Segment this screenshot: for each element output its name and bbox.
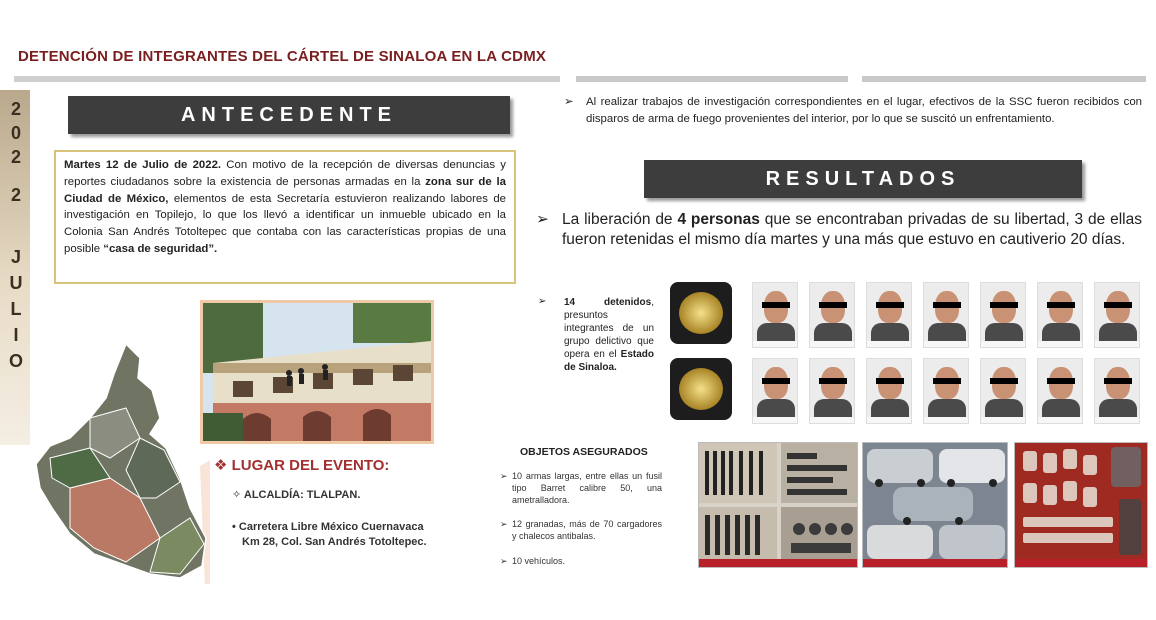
lugar-direccion-2: Km 28, Col. San Andrés Totoltepec. <box>242 536 427 548</box>
objetos-item-text: 10 armas largas, entre ellas un fusil tipo Barret calibre 50, una ametralladora. <box>512 471 662 505</box>
antecedente-zona: zona sur de la Ciudad de México, <box>64 175 506 205</box>
building-image <box>203 303 431 441</box>
arrow-icon: ➢ <box>564 96 574 108</box>
arrow-icon: ➢ <box>538 296 547 307</box>
antecedente-text <box>54 150 516 284</box>
objetos-item-text: 12 granadas, más de 70 cargadores y chalecos antibalas. <box>512 519 662 541</box>
liberacion-bullet <box>536 210 1142 250</box>
arrow-icon: ➢ <box>500 556 508 566</box>
investigacion-text: Al realizar trabajos de investigación correspondientes en el lugar, efectivos de la SSC fueron recibidos con disparos de arma de fuego provenientes del interior, por lo que se suscitó un enfrentamiento. <box>586 96 1142 125</box>
small-diamond-icon: ✧ <box>232 489 242 501</box>
header-rule <box>576 76 848 82</box>
lugar-heading-text: LUGAR DEL EVENTO: <box>231 457 390 474</box>
badge-emblem <box>679 292 723 334</box>
lugar-alcaldia <box>232 488 360 503</box>
month-char: I <box>13 325 19 345</box>
detainee-photo <box>752 358 798 424</box>
detainee-photo <box>1037 282 1083 348</box>
investigacion-bullet <box>564 94 1142 128</box>
objetos-heading: OBJETOS ASEGURADOS <box>520 446 648 458</box>
lugar-direccion-1: Carretera Libre México Cuernavaca <box>238 521 424 533</box>
diamond-icon: ❖ <box>214 457 228 474</box>
vehicles-photo <box>862 442 1008 568</box>
objetos-item <box>500 555 662 567</box>
detainee-photo <box>809 358 855 424</box>
liberacion-text-1: La liberación de <box>562 211 678 228</box>
year-char: 2 <box>10 99 21 119</box>
evidence-caption-bar <box>1015 559 1147 567</box>
lugar-heading <box>214 456 389 474</box>
vehicles-image <box>863 443 1008 568</box>
page-title: DETENCIÓN DE INTEGRANTES DEL CÁRTEL DE SINALOA EN LA CDMX <box>18 48 547 65</box>
detenidos-text <box>564 296 654 374</box>
objetos-item <box>500 518 662 542</box>
arrow-icon: ➢ <box>500 471 508 481</box>
detainee-photo <box>1094 358 1140 424</box>
arrow-icon: ➢ <box>500 519 508 529</box>
objetos-item <box>500 470 662 506</box>
event-photo <box>200 300 434 444</box>
cdmx-map <box>30 338 210 584</box>
header-rule <box>14 76 560 82</box>
detenidos-desc: , presuntos integrantes de un grupo delictivo que opera en el <box>564 297 654 360</box>
detainee-photo <box>866 282 912 348</box>
detenidos-estado: Estado de Sinaloa. <box>564 349 654 373</box>
liberacion-bold: 4 personas <box>677 211 760 228</box>
month-char: J <box>10 247 21 267</box>
detainee-photo <box>1037 358 1083 424</box>
evidence-caption-bar <box>863 559 1007 567</box>
detenidos-bold: 14 detenidos <box>564 297 652 308</box>
detainee-photo <box>980 358 1026 424</box>
antecedente-casa: “casa de seguridad”. <box>103 242 218 255</box>
badge-emblem <box>679 368 723 410</box>
month-char: U <box>9 273 23 293</box>
year-char: 2 <box>10 185 21 205</box>
detainee-photo <box>809 282 855 348</box>
bullet-icon: • <box>232 521 236 533</box>
detainee-photo <box>923 358 969 424</box>
detainee-photo <box>1094 282 1140 348</box>
year-char: 2 <box>10 147 21 167</box>
antecedente-banner: ANTECEDENTE <box>68 96 510 134</box>
antecedente-date: Martes 12 de Julio de 2022. <box>64 159 222 171</box>
objetos-item-text: 10 vehículos. <box>512 556 566 566</box>
resultados-banner: RESULTADOS <box>644 160 1082 198</box>
antecedente-text-1: Con motivo de la recepción de diversas denuncias y reportes ciudadanos sobre la existencia de personas armadas en la <box>64 159 506 188</box>
lugar-direccion <box>232 520 427 550</box>
drugs-image <box>1015 443 1148 568</box>
antecedente-text-2: elementos de esta Secretaría estuvieron realizando labores de investigación en Topilejo, lo que los llevó a identificar un inmueble ubicado en la Colonia San Andrés Totoltepec que contaba con las características propias de una posible <box>64 192 506 255</box>
lugar-alcaldia-text: ALCALDÍA: TLALPAN. <box>243 489 361 501</box>
detainee-photo <box>923 282 969 348</box>
police-badge-image <box>670 358 732 420</box>
liberacion-text-2: que se encontraban privadas de su libertad, 3 de ellas fueron retenidas el mismo día martes y una más que estuvo en cautiverio 20 días. <box>562 211 1142 248</box>
year-char: 0 <box>10 123 21 143</box>
header-rule <box>862 76 1146 82</box>
drugs-photo <box>1014 442 1148 568</box>
month-char: L <box>10 299 22 319</box>
weapons-photo <box>698 442 858 568</box>
detainee-photo <box>866 358 912 424</box>
detainee-photo <box>980 282 1026 348</box>
detainee-photo <box>752 282 798 348</box>
arrow-icon: ➢ <box>536 211 549 228</box>
police-badge-image <box>670 282 732 344</box>
month-char: O <box>8 351 23 371</box>
weapons-image <box>699 443 858 568</box>
evidence-caption-bar <box>699 559 857 567</box>
